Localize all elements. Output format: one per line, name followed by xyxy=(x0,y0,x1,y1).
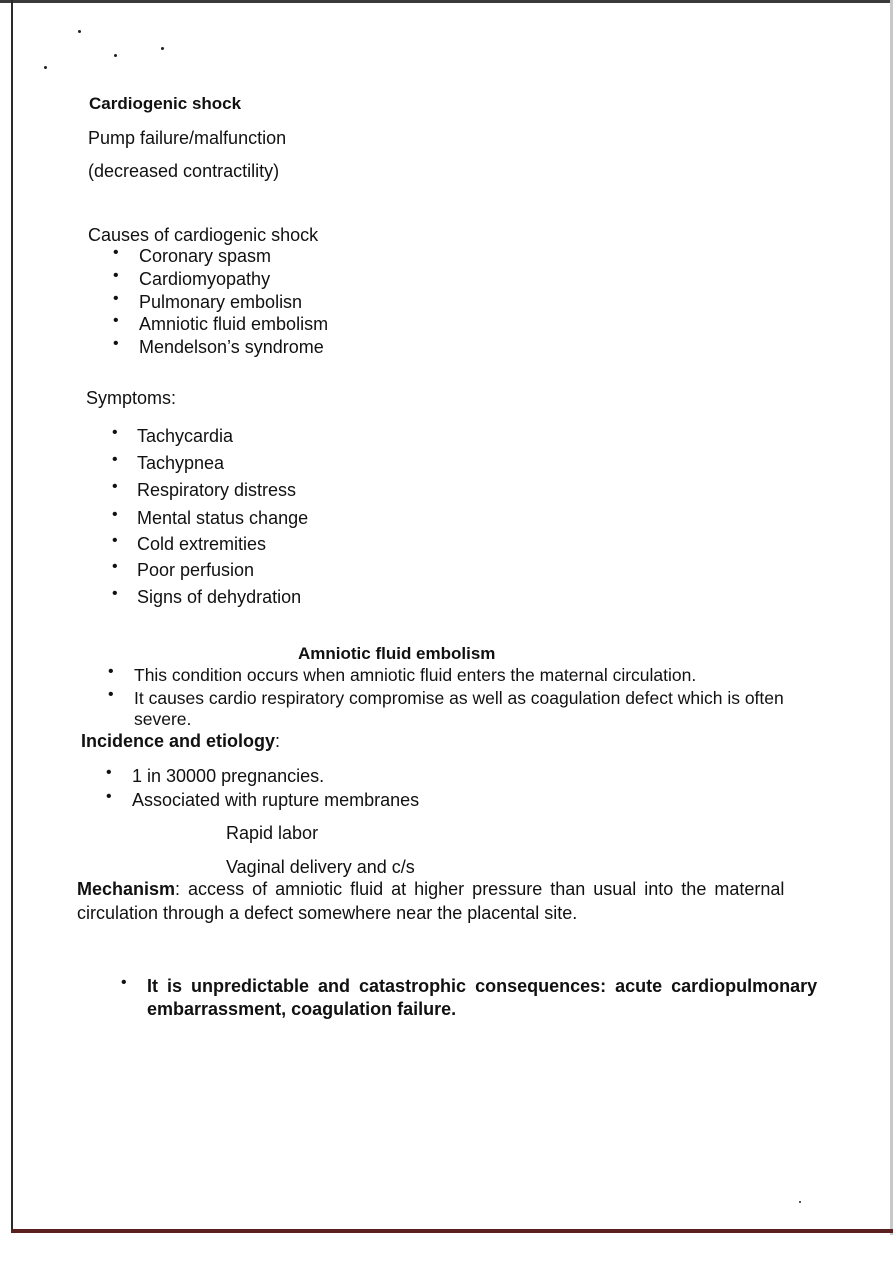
list-item: Tachypnea xyxy=(137,453,225,473)
consequence-line: It is unpredictable and catastrophic consequences: acute cardiopulmonary xyxy=(147,976,818,996)
incidence-heading xyxy=(81,730,280,752)
section-title-cardiogenic: Cardiogenic shock xyxy=(89,94,242,113)
bullet-icon: • xyxy=(108,663,114,680)
bullet-icon: • xyxy=(112,558,118,575)
list-item: Associated with rupture membranes xyxy=(132,790,420,810)
bullet-icon: • xyxy=(108,686,114,703)
mechanism-label: Mechanism xyxy=(77,879,176,899)
causes-heading: Causes of cardiogenic shock xyxy=(88,225,319,245)
list-item: Tachycardia xyxy=(137,426,234,446)
definition-line: Pump failure/malfunction xyxy=(88,128,287,148)
bullet-icon: • xyxy=(112,532,118,549)
bullet-icon: • xyxy=(121,974,127,991)
list-item: Cardiomyopathy xyxy=(139,269,271,289)
mechanism-line xyxy=(77,878,784,900)
section-title-afe: Amniotic fluid embolism xyxy=(298,644,496,663)
bullet-icon: • xyxy=(113,267,119,284)
bullet-icon: • xyxy=(112,506,118,523)
scan-speck xyxy=(44,66,47,69)
list-item-continuation: severe. xyxy=(134,709,192,729)
sub-list-item: Vaginal delivery and c/s xyxy=(226,857,415,877)
mechanism-line: circulation through a defect somewhere near the placental site. xyxy=(77,903,578,923)
bullet-icon: • xyxy=(113,335,119,352)
list-item: Mental status change xyxy=(137,508,309,528)
page-edge-bottom xyxy=(11,1229,893,1233)
list-item: It causes cardio respiratory compromise as well as coagulation defect which is often xyxy=(134,688,784,708)
list-item: Coronary spasm xyxy=(139,246,272,266)
sub-list-item: Rapid labor xyxy=(226,823,319,843)
bullet-icon: • xyxy=(113,244,119,261)
list-item: This condition occurs when amniotic fluid enters the maternal circulation. xyxy=(134,665,697,685)
bullet-icon: • xyxy=(112,451,118,468)
scan-speck xyxy=(799,1201,801,1203)
scan-speck xyxy=(161,47,164,50)
bullet-icon: • xyxy=(106,788,112,805)
list-item: Cold extremities xyxy=(137,534,267,554)
bullet-icon: • xyxy=(112,585,118,602)
bullet-icon: • xyxy=(113,312,119,329)
list-item: Amniotic fluid embolism xyxy=(139,314,329,334)
definition-line: (decreased contractility) xyxy=(88,161,280,181)
list-item: Poor perfusion xyxy=(137,560,255,580)
symptoms-heading: Symptoms: xyxy=(86,388,177,408)
bullet-icon: • xyxy=(106,764,112,781)
incidence-heading-colon: : xyxy=(275,731,281,751)
consequence-line: embarrassment, coagulation failure. xyxy=(147,999,457,1019)
bullet-icon: • xyxy=(113,290,119,307)
list-item: Respiratory distress xyxy=(137,480,297,500)
incidence-heading-text: Incidence and etiology xyxy=(81,731,276,751)
scan-speck xyxy=(114,54,117,57)
page-edge-left xyxy=(11,0,13,1232)
mechanism-text: : access of amniotic fluid at higher pressure than usual into the maternal xyxy=(175,879,785,899)
page-edge-top xyxy=(0,0,893,3)
scan-speck xyxy=(78,30,81,33)
bullet-icon: • xyxy=(112,424,118,441)
list-item: 1 in 30000 pregnancies. xyxy=(132,766,325,786)
list-item: Pulmonary embolisn xyxy=(139,292,303,312)
bullet-icon: • xyxy=(112,478,118,495)
list-item: Signs of dehydration xyxy=(137,587,302,607)
list-item: Mendelson’s syndrome xyxy=(139,337,324,357)
